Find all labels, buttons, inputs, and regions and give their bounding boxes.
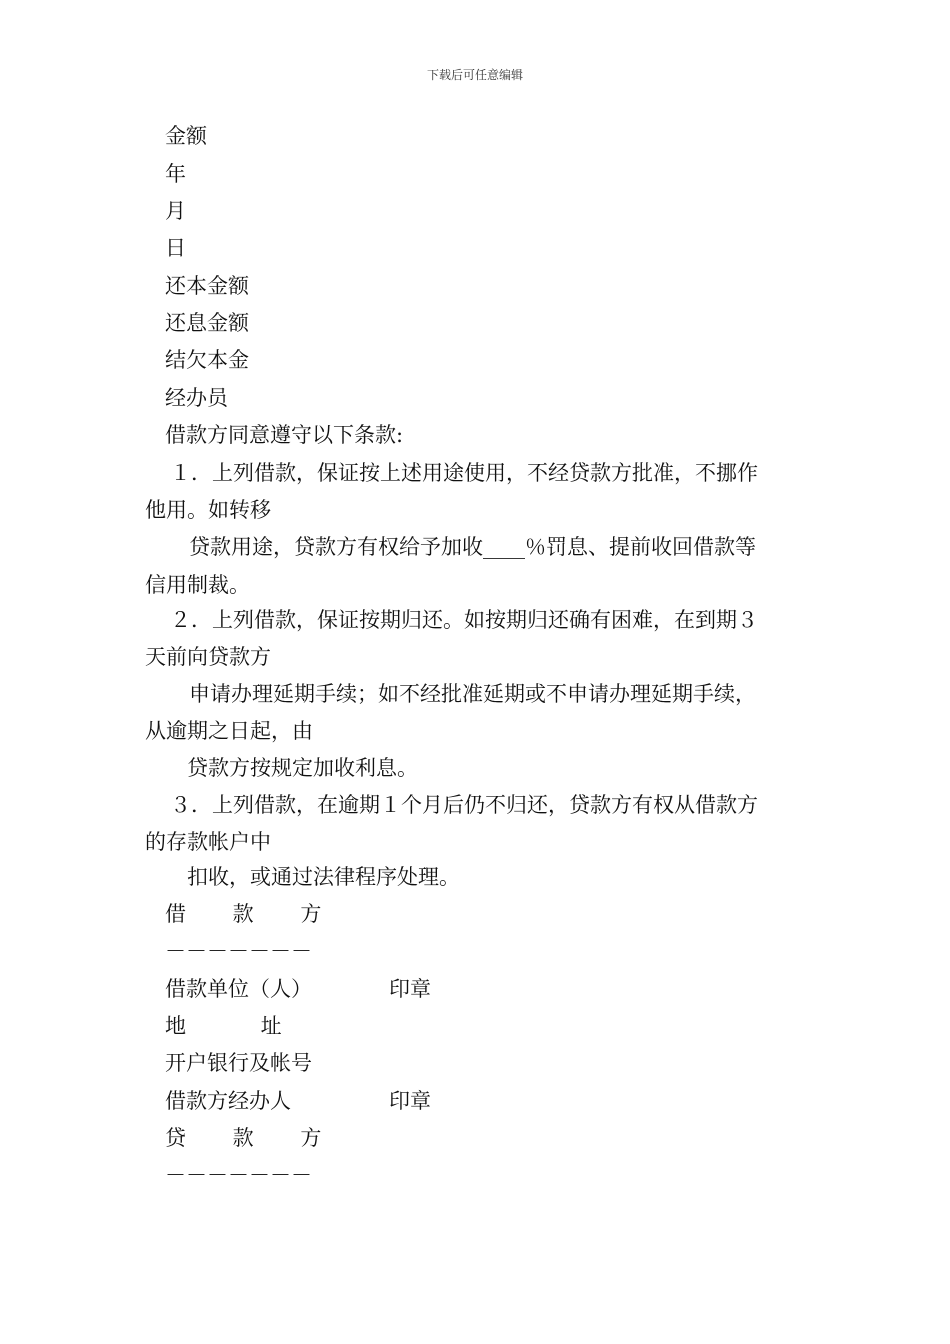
clause-1-line-3: 贷款用途，贷款方有权给予加收____％罚息、提前收回借款等: [189, 535, 756, 559]
lender-title: 贷 款 方: [165, 1126, 342, 1150]
clause-3-line-3: 扣收，或通过法律程序处理。: [187, 865, 460, 889]
clause-2-line-1: ２．上列借款，保证按期归还。如按期归还确有困难，在到期３: [170, 608, 758, 632]
borrower-bank-account-label: 开户银行及帐号: [165, 1051, 312, 1075]
clause-1-line-1: １．上列借款，保证按上述用途使用，不经贷款方批准，不挪作: [170, 461, 758, 485]
field-year: 年: [165, 162, 186, 186]
borrower-title: 借 款 方: [165, 902, 342, 926]
page-header: 下载后可任意编辑: [426, 68, 523, 82]
borrower-agent-label: 借款方经办人: [165, 1089, 291, 1113]
field-amount: 金额: [165, 124, 207, 148]
field-interest-repaid: 还息金额: [165, 311, 249, 335]
clause-1-line-2: 他用。如转移: [145, 498, 271, 522]
clause-3-line-2: 的存款帐户中: [145, 830, 271, 854]
lender-divider: －－－－－－－: [165, 1163, 312, 1187]
field-handler: 经办员: [165, 386, 228, 410]
borrower-agent-seal: 印章: [389, 1089, 431, 1113]
clause-1-line-4: 信用制裁。: [145, 573, 250, 597]
clause-2-line-5: 贷款方按规定加收利息。: [187, 756, 418, 780]
clause-2-line-3: 申请办理延期手续；如不经批准延期或不申请办理延期手续，: [189, 682, 756, 706]
field-principal-repaid: 还本金额: [165, 274, 249, 298]
clause-3-line-1: ３．上列借款，在逾期１个月后仍不归还，贷款方有权从借款方: [170, 793, 758, 817]
field-day: 日: [165, 236, 186, 260]
terms-intro: 借款方同意遵守以下条款:: [165, 423, 404, 447]
clause-2-line-4: 从逾期之日起，由: [145, 719, 313, 743]
borrower-unit-label: 借款单位（人）: [165, 977, 312, 1001]
borrower-address-label: 地 址: [165, 1014, 316, 1038]
field-month: 月: [165, 199, 186, 223]
clause-2-line-2: 天前向贷款方: [145, 645, 271, 669]
borrower-divider: －－－－－－－: [165, 939, 312, 963]
borrower-unit-seal: 印章: [389, 977, 431, 1001]
field-principal-balance: 结欠本金: [165, 348, 249, 372]
